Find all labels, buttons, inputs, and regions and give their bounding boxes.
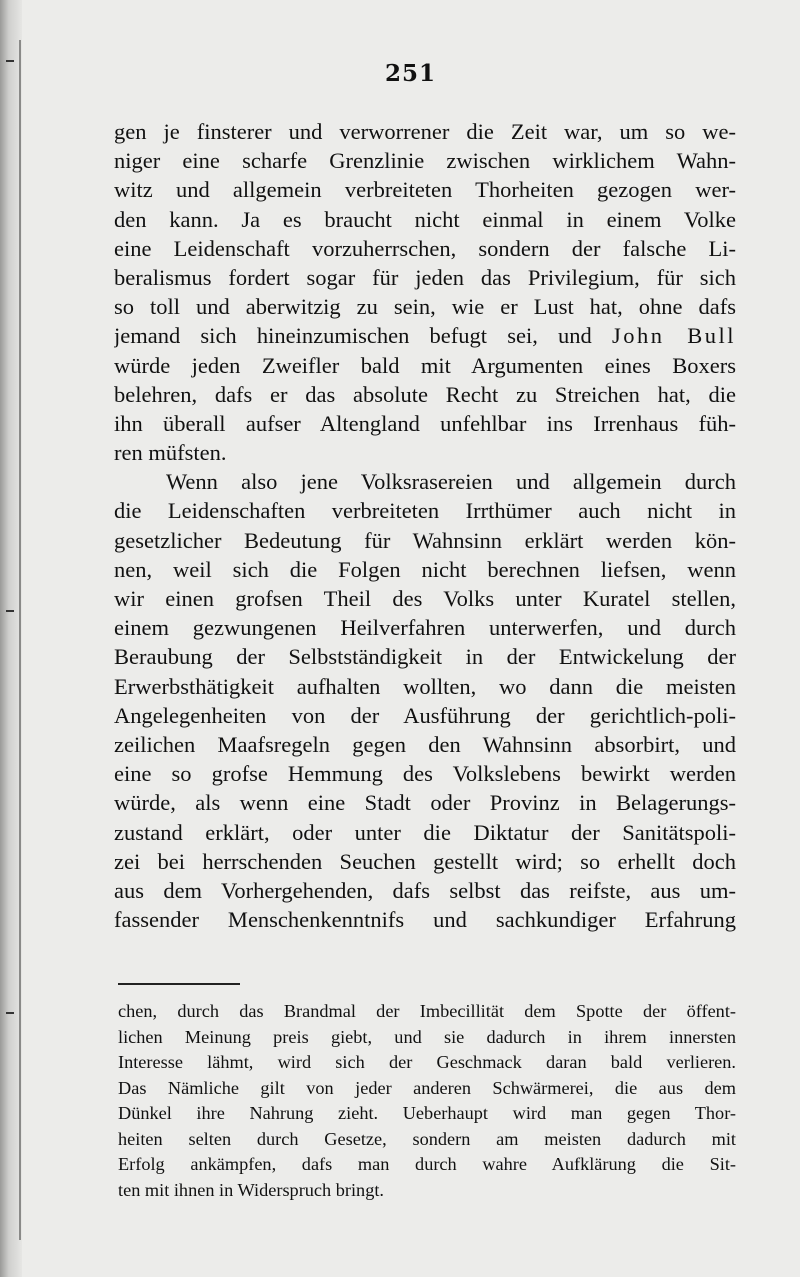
- page-number: 251: [385, 60, 437, 87]
- binding-mark: [6, 610, 14, 612]
- text-line: die Leidenschaften verbreiteten Irrthümer auch nicht in: [114, 498, 736, 524]
- footnote: [118, 999, 736, 1203]
- text-line: zei bei herrschenden Seuchen gestellt wird; so erhellt doch: [114, 848, 736, 874]
- text-line: den kann. Ja es braucht nicht einmal in einem Volke: [114, 206, 736, 232]
- text-segment: jemand sich hineinzumischen befugt sei, und: [114, 323, 613, 349]
- footnote-line: Dünkel ihre Nahrung zieht. Ueberhaupt wird man gegen Thor-: [118, 1103, 736, 1123]
- text-line: eine so grofse Hemmung des Volkslebens bewirkt werden: [114, 761, 736, 787]
- text-line: wir einen grofsen Theil des Volks unter Kuratel stellen,: [114, 586, 736, 611]
- text-line: ren müfsten.: [114, 440, 227, 466]
- text-line: gesetzlicher Bedeutung für Wahnsinn erklärt werden kön-: [114, 527, 736, 553]
- text-line: ihn überall aufser Altengland unfehlbar ins Irrenhaus füh-: [114, 410, 736, 436]
- binding-mark: [6, 60, 14, 62]
- text-line: nen, weil sich die Folgen nicht berechnen liefsen, wenn: [114, 556, 736, 582]
- footnote-line: ten mit ihnen in Widerspruch bringt.: [118, 1179, 384, 1200]
- text-line: niger eine scharfe Grenzlinie zwischen wirklichem Wahn-: [114, 148, 736, 174]
- paragraph-start: Wenn also jene Volksrasereien und allgemein durch: [166, 469, 736, 495]
- text-line: aus dem Vorhergehenden, dafs selbst das reifste, aus um-: [114, 877, 736, 903]
- text-line: Beraubung der Selbstständigkeit in der Entwickelung der: [114, 644, 736, 670]
- text-line-john-bull: [114, 321, 736, 350]
- text-line: Angelegenheiten von der Ausführung der gerichtlich-poli-: [114, 702, 736, 728]
- footnote-line: heiten selten durch Gesetze, sondern am meisten dadurch mit: [118, 1128, 736, 1149]
- footnote-line: chen, durch das Brandmal der Imbecillität dem Spotte der öffent-: [118, 1001, 736, 1021]
- gutter-edge: [19, 40, 21, 1240]
- binding-mark: [6, 1012, 14, 1014]
- name-john-bull: John Bull: [612, 323, 736, 349]
- footnote-line: Das Nämliche gilt von jeder anderen Schwärmerei, die aus dem: [118, 1077, 736, 1098]
- footnote-line: Interesse lähmt, wird sich der Geschmack daran bald verlieren.: [118, 1052, 736, 1072]
- footnote-line: Erfolg ankämpfen, dafs man durch wahre Aufklärung die Sit-: [118, 1154, 736, 1174]
- footnote-divider: [118, 983, 240, 985]
- text-line: eine Leidenschaft vorzuherrschen, sondern der falsche Li-: [114, 235, 736, 261]
- text-line: einem gezwungenen Heilverfahren unterwerfen, und durch: [114, 615, 736, 641]
- text-line: fassender Menschenkenntnifs und sachkundiger Erfahrung: [114, 907, 736, 933]
- text-line: würde jeden Zweifler bald mit Argumenten eines Boxers: [114, 352, 736, 378]
- text-line: zustand erklärt, oder unter die Diktatur der Sanitätspoli-: [114, 819, 736, 845]
- text-line: beralismus fordert sogar für jeden das Privilegium, für sich: [114, 264, 736, 290]
- text-line: zeilichen Maafsregeln gegen den Wahnsinn absorbirt, und: [114, 731, 736, 757]
- text-line: so toll und aberwitzig zu sein, wie er Lust hat, ohne dafs: [114, 294, 736, 320]
- text-line: belehren, dafs er das absolute Recht zu Streichen hat, die: [114, 381, 736, 407]
- main-text: [114, 117, 736, 934]
- text-line: Erwerbsthätigkeit aufhalten wollten, wo dann die meisten: [114, 673, 736, 699]
- text-line: witz und allgemein verbreiteten Thorheiten gezogen wer-: [114, 177, 736, 203]
- footnote-line: lichen Meinung preis giebt, und sie dadurch in ihrem innersten: [118, 1026, 736, 1047]
- text-line: gen je finsterer und verworrener die Zeit war, um so we-: [114, 119, 736, 144]
- text-line: würde, als wenn eine Stadt oder Provinz in Belagerungs-: [114, 790, 736, 816]
